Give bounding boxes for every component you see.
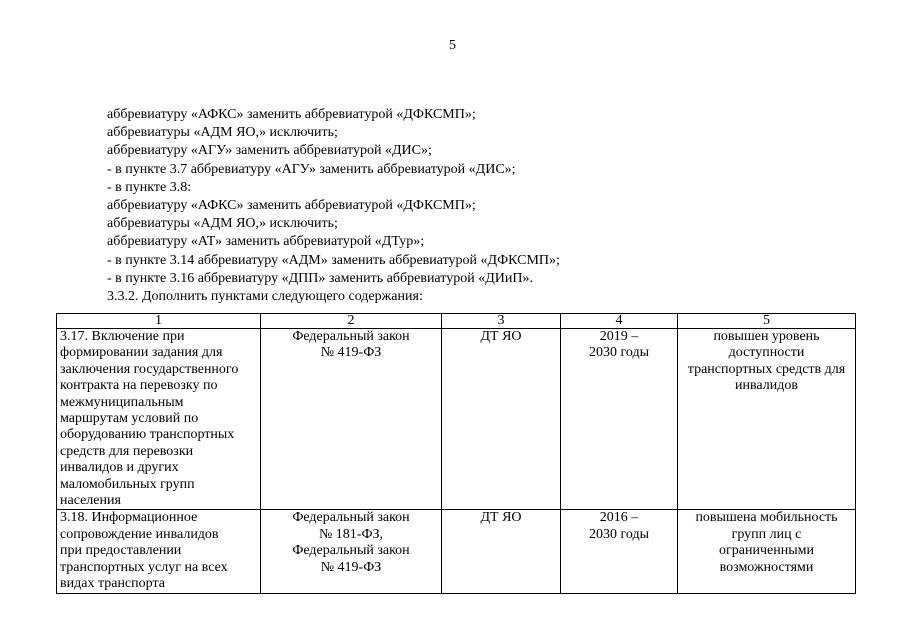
- measures-table: [56, 313, 856, 594]
- text-line: аббревиатуру «АФКС» заменить аббревиатурой «ДФКСМП»;: [107, 198, 476, 214]
- period-text: 2019 – 2030 годы: [588, 329, 650, 361]
- text-line: 3.3.2. Дополнить пунктами следующего содержания:: [107, 289, 423, 305]
- column-header: 4: [561, 314, 678, 329]
- table-row: [57, 329, 856, 510]
- measure-cell: [57, 329, 261, 510]
- column-header: 5: [678, 314, 856, 329]
- text-line: - в пункте 3.16 аббревиатуру «ДПП» заменить аббревиатурой «ДИиП».: [107, 270, 533, 286]
- text-line: - в пункте 3.14 аббревиатуру «АДМ» заменить аббревиатурой «ДФКСМП»;: [107, 252, 560, 268]
- legal-basis-text: Федеральный закон № 181-ФЗ, Федеральный закон № 419-ФЗ: [292, 510, 410, 575]
- text-line: аббревиатуру «АТ» заменить аббревиатурой «ДТур»;: [107, 234, 425, 250]
- text-line: аббревиатуру «АГУ» заменить аббревиатурой «ДИС»;: [107, 143, 432, 159]
- table-header-row: [57, 314, 856, 329]
- legal-basis-cell: [261, 510, 442, 593]
- legal-basis-text: Федеральный закон № 419-ФЗ: [292, 329, 410, 361]
- measures-table-wrapper: [56, 313, 856, 594]
- result-text: повышена мобильность групп лиц с ограниченными возможностями: [695, 510, 838, 575]
- page-number: 5: [449, 38, 456, 53]
- column-header: 3: [442, 314, 561, 329]
- executor-cell: [442, 329, 561, 510]
- result-cell: [678, 510, 856, 593]
- measure-text: 3.17. Включение при формировании задания для заключения государственного контракта на перевозку по межмуниципальным маршрутам условий по оборудованию транспортных средств для перевозки инвалидов и других маломобильных групп населения: [60, 329, 239, 509]
- text-line: - в пункте 3.7 аббревиатуру «АГУ» заменить аббревиатурой «ДИС»;: [107, 161, 516, 177]
- period-cell: [561, 510, 678, 593]
- executor-text: ДТ ЯО: [480, 510, 522, 526]
- period-text: 2016 – 2030 годы: [588, 510, 650, 542]
- column-header: 2: [261, 314, 442, 329]
- executor-cell: [442, 510, 561, 593]
- text-line: аббревиатуры «АДМ ЯО,» исключить;: [107, 216, 338, 232]
- text-line: - в пункте 3.8:: [107, 179, 192, 195]
- result-cell: [678, 329, 856, 510]
- legal-basis-cell: [261, 329, 442, 510]
- period-cell: [561, 329, 678, 510]
- text-line: аббревиатуру «АФКС» заменить аббревиатурой «ДФКСМП»;: [107, 107, 476, 122]
- text-line: аббревиатуры «АДМ ЯО,» исключить;: [107, 125, 338, 141]
- executor-text: ДТ ЯО: [480, 329, 522, 344]
- result-text: повышен уровень доступности транспортных средств для инвалидов: [687, 329, 846, 394]
- measure-text: 3.18. Информационное сопровождение инвалидов при предоставлении транспортных услуг на всех видах транспорта: [60, 510, 228, 592]
- table-row: [57, 510, 856, 593]
- body-text: [107, 106, 867, 306]
- column-header: 1: [57, 314, 261, 329]
- measure-cell: [57, 510, 261, 593]
